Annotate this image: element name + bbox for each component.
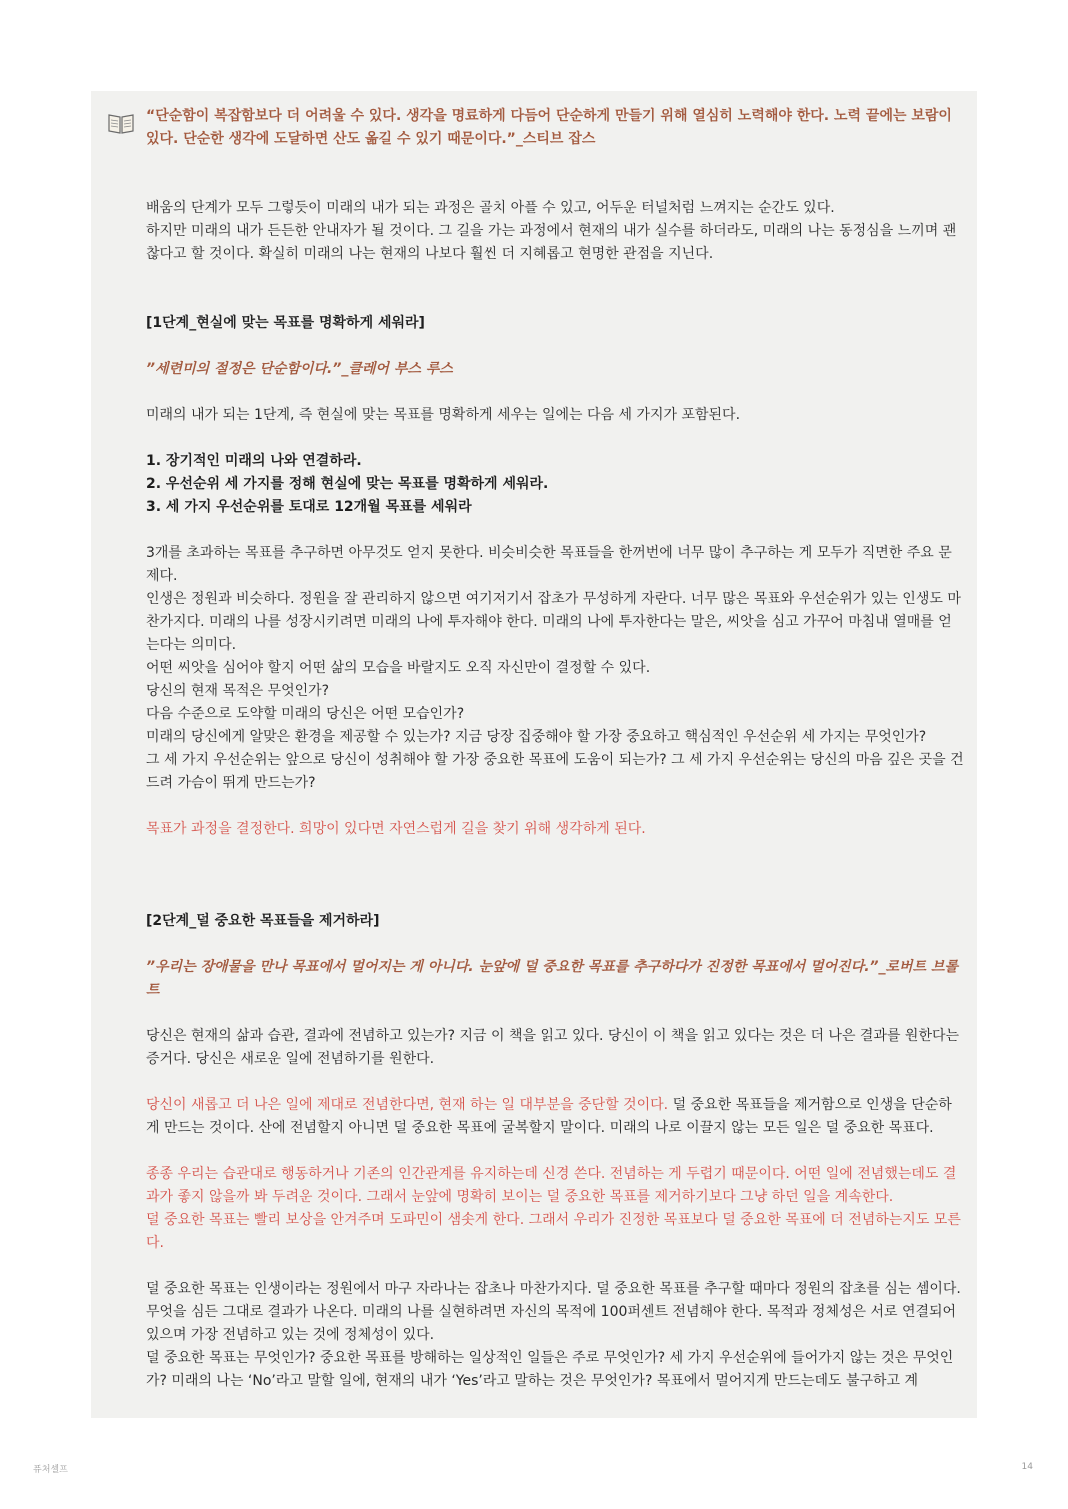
open-book-icon	[107, 111, 135, 135]
list-item: 2. 우선순위 세 가지를 정해 현실에 맞는 목표를 명확하게 세워라.	[146, 476, 549, 492]
step2-body2	[146, 1094, 964, 1140]
step2-body1: 당신은 현재의 삶과 습관, 결과에 전념하고 있는가? 지금 이 책을 읽고 있다. 당신이 이 책을 읽고 있다는 것은 더 나은 결과를 원한다는 증거다. 당신은 새로운 일에 전념하기를 원한다.	[146, 1028, 960, 1067]
step1-quote: ”세련미의 절정은 단순함이다.”_클레어 부스 루스	[146, 361, 453, 377]
step1-list	[146, 450, 964, 519]
step2-body2-rest: 덜 중요한 목표들을 제거함으로 인생을 단순하게 만드는 것이다. 산에 전념할지 아니면 덜 중요한 목표에 굴복할지 말이다. 미래의 나로 이끌지 않는 모든 일은 덜 중요한 목표다.	[146, 1097, 952, 1136]
content-panel	[91, 91, 977, 1418]
top-quote: “단순함이 복잡함보다 더 어려울 수 있다. 생각을 명료하게 다듬어 단순하게 만들기 위해 열심히 노력해야 한다. 노력 끝에는 보람이 있다. 단순한 생각에 도달하면 산도 옮길 수 있기 때문이다.”_스티브 잡스	[146, 108, 952, 147]
list-item: 1. 장기적인 미래의 나와 연결하라.	[146, 453, 362, 469]
step2-quote: ”우리는 장애물을 만나 목표에서 멀어지는 게 아니다. 눈앞에 덜 중요한 목표를 추구하다가 진정한 목표에서 멀어진다.”_로버트 브롤트	[146, 959, 959, 998]
footer-book-title: 퓨처셀프	[33, 1465, 68, 1475]
step2-red-block: 종종 우리는 습관대로 행동하거나 기존의 인간관계를 유지하는데 신경 쓴다. 전념하는 게 두렵기 때문이다. 어떤 일에 전념했는데도 결과가 좋지 않을까 봐 두려운 것이다. 그래서 눈앞에 명확히 보이는 덜 중요한 목표를 제거하기보다 그냥 하던 일을 계속한다. 덜 중요한 목표는 빨리 보상을 안겨주며 도파민이 샘솟게 한다. 그래서 우리가 진정한 목표보다 덜 중요한 목표에 더 전념하는지도 모른다.	[146, 1166, 961, 1251]
step2-body2-highlight: 당신이 새롭고 더 나은 일에 제대로 전념한다면, 현재 하는 일 대부분을 중단할 것이다.	[146, 1097, 669, 1113]
step1-intro: 미래의 내가 되는 1단계, 즉 현실에 맞는 목표를 명확하게 세우는 일에는 다음 세 가지가 포함된다.	[146, 407, 741, 423]
content-body	[146, 105, 964, 1393]
list-item: 3. 세 가지 우선순위를 토대로 12개월 목표를 세워라	[146, 499, 472, 515]
step1-highlight: 목표가 과정을 결정한다. 희망이 있다면 자연스럽게 길을 찾기 위해 생각하게 된다.	[146, 821, 646, 837]
step2-heading: [2단계_덜 중요한 목표들을 제거하라]	[146, 913, 380, 929]
footer-page-number: 14	[1021, 1462, 1033, 1472]
step1-heading: [1단계_현실에 맞는 목표를 명확하게 세워라]	[146, 315, 425, 331]
step1-body: 3개를 초과하는 목표를 추구하면 아무것도 얻지 못한다. 비슷비슷한 목표들을 한꺼번에 너무 많이 추구하는 게 모두가 직면한 주요 문제다. 인생은 정원과 비슷하다. 정원을 잘 관리하지 않으면 여기저기서 잡초가 무성하게 자란다. 너무 많은 목표와 우선순위가 있는 인생도 마찬가지다. 미래의 나를 성장시키려면 미래의 나에 투자해야 한다. 미래의 나에 투자한다는 말은, 씨앗을 심고 가꾸어 마침내 열매를 얻는다는 의미다. 어떤 씨앗을 심어야 할지 어떤 삶의 모습을 바랄지도 오직 자신만이 결정할 수 있다. 당신의 현재 목적은 무엇인가? 다음 수준으로 도약할 미래의 당신은 어떤 모습인가? 미래의 당신에게 알맞은 환경을 제공할 수 있는가? 지금 당장 집중해야 할 가장 중요하고 핵심적인 우선순위 세 가지는 무엇인가? 그 세 가지 우선순위는 앞으로 당신이 성취해야 할 가장 중요한 목표에 도움이 되는가? 그 세 가지 우선순위는 당신의 마음 깊은 곳을 건드려 가슴이 뛰게 만드는가?	[146, 545, 964, 791]
intro-paragraph: 배움의 단계가 모두 그렇듯이 미래의 내가 되는 과정은 골치 아플 수 있고, 어두운 터널처럼 느껴지는 순간도 있다. 하지만 미래의 내가 든든한 안내자가 될 것이다. 그 길을 가는 과정에서 현재의 내가 실수를 하더라도, 미래의 나는 동정심을 느끼며 괜찮다고 할 것이다. 확실히 미래의 나는 현재의 나보다 훨씬 더 지혜롭고 현명한 관점을 지닌다.	[146, 200, 957, 262]
step2-body3: 덜 중요한 목표는 인생이라는 정원에서 마구 자라나는 잡초나 마찬가지다. 덜 중요한 목표를 추구할 때마다 정원의 잡초를 심는 셈이다. 무엇을 심든 그대로 결과가 나온다. 미래의 나를 실현하려면 자신의 목적에 100퍼센트 전념해야 한다. 목적과 정체성은 서로 연결되어 있으며 가장 전념하고 있는 것에 정체성이 있다. 덜 중요한 목표는 무엇인가? 중요한 목표를 방해하는 일상적인 일들은 주로 무엇인가? 세 가지 우선순위에 들어가지 않는 것은 무엇인가? 미래의 나는 ‘No’라고 말할 일에, 현재의 내가 ‘Yes’라고 말하는 것은 무엇인가? 목표에서 멀어지게 만드는데도 불구하고 계	[146, 1281, 961, 1389]
